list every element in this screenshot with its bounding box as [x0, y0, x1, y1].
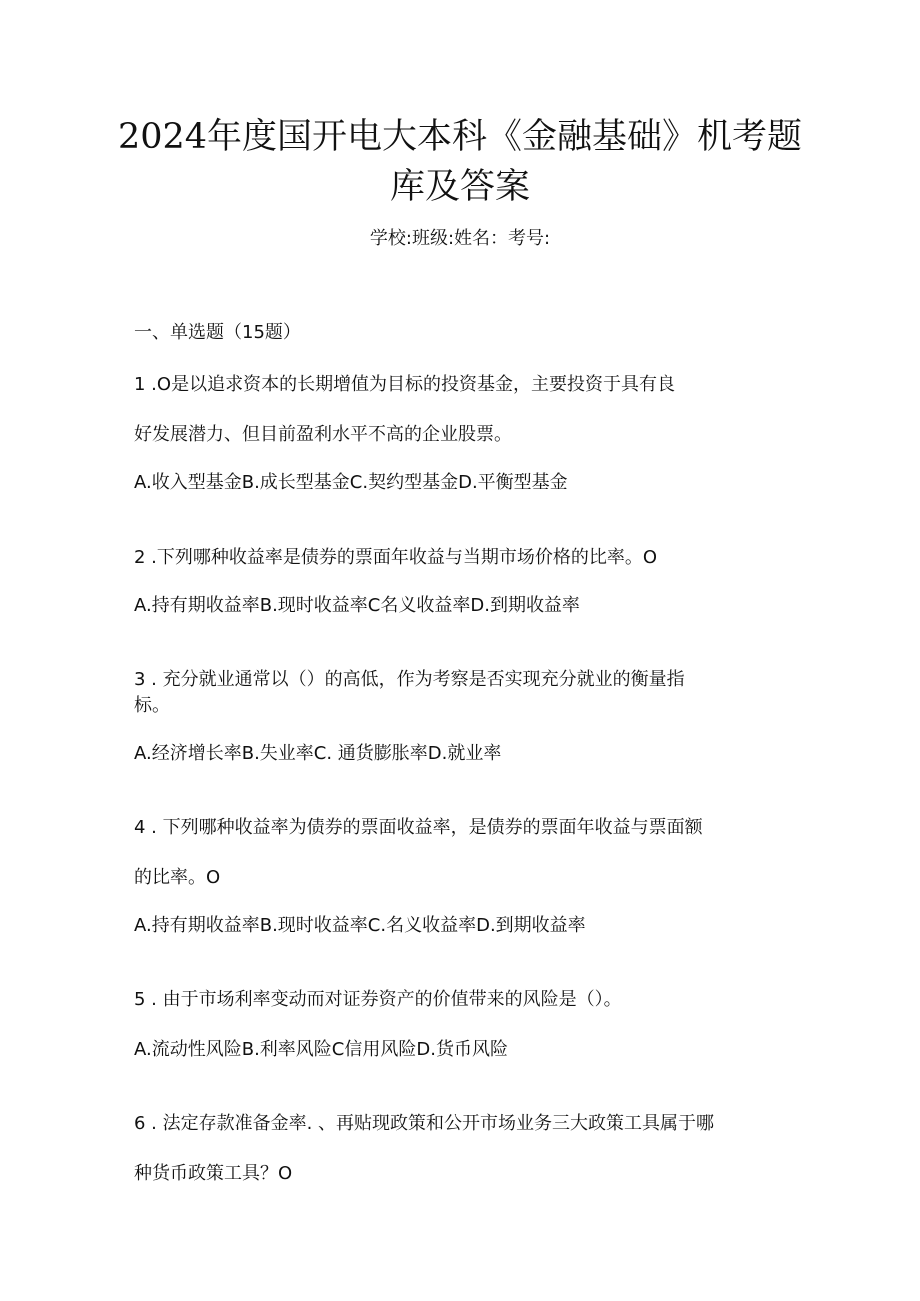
document-title-line-2: 库及答案 — [389, 167, 530, 207]
question-1-stem-line-1: 1 .O是以追求资本的长期增值为目标的投资基金，主要投资于具有良 — [134, 374, 676, 395]
question-1-options: A.收入型基金B.成长型基金C.契约型基金D.平衡型基金 — [134, 472, 568, 493]
document-title-line-1: 2024年度国开电大本科《金融基础》机考题 — [117, 117, 803, 157]
question-4-stem-line-1: 4 . 下列哪种收益率为债券的票面收益率，是债券的票面年收益与票面额 — [134, 817, 703, 838]
question-3-options: A.经济增长率B.失业率C. 通货膨胀率D.就业率 — [134, 743, 502, 764]
section-heading: 一、单选题（15题） — [134, 322, 301, 343]
question-2-options: A.持有期收益率B.现时收益率C名义收益率D.到期收益率 — [134, 595, 580, 616]
question-3-stem-line-1: 3 . 充分就业通常以（）的高低，作为考察是否实现充分就业的衡量指 — [134, 669, 685, 690]
question-1-stem-line-2: 好发展潜力、但目前盈利水平不高的企业股票。 — [134, 424, 512, 445]
question-4-options: A.持有期收益率B.现时收益率C.名义收益率D.到期收益率 — [134, 915, 586, 936]
question-5-stem-line-1: 5 . 由于市场利率变动而对证券资产的价值带来的风险是（）。 — [134, 989, 622, 1010]
question-4-stem-line-2: 的比率。O — [134, 867, 221, 888]
question-2-stem-line-1: 2 .下列哪种收益率是债券的票面年收益与当期市场价格的比率。O — [134, 547, 658, 568]
student-info-line: 学校:班级:姓名：考号: — [369, 228, 551, 249]
question-3-stem-line-2: 标。 — [134, 695, 170, 716]
question-6-stem-line-1: 6 . 法定存款准备金率. 、再贴现政策和公开市场业务三大政策工具属于哪 — [134, 1113, 715, 1134]
question-5-options: A.流动性风险B.利率风险C信用风险D.货币风险 — [134, 1039, 508, 1060]
question-6-stem-line-2: 种货币政策工具？O — [134, 1163, 293, 1184]
